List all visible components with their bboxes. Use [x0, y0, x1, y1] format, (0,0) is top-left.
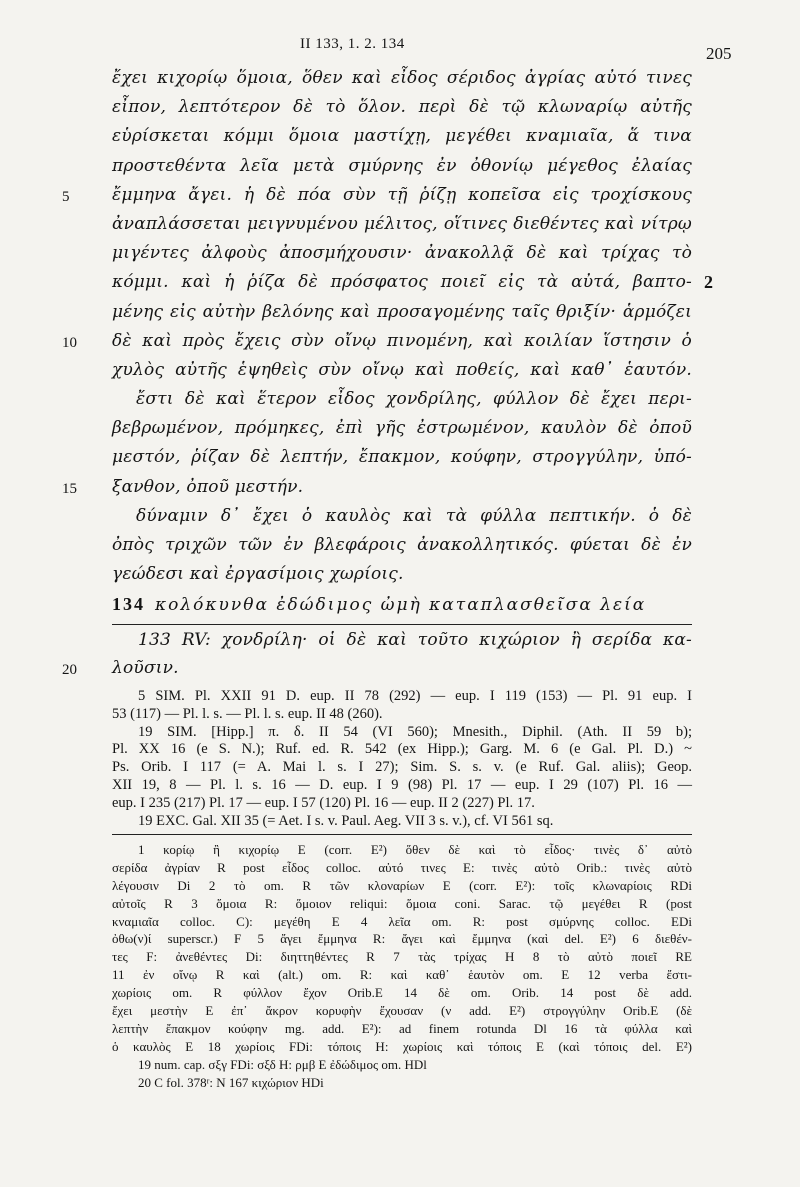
apparatus-text: αὐτοῖς R 3 ὅμοια R: ὅμοιον reliqui: ὅμοια coni. Sarac. τῷ μεγέθει R (post	[112, 895, 692, 911]
text-line-content: εὑρίσκεται κόμμι ὅμοια μαστίχῃ, μεγέθει κναμιαῖα, ἅ τινα	[112, 126, 692, 147]
apparatus-line	[0, 967, 800, 985]
text-line-content: μένης εἰς αὐτὴν βελόνης καὶ προσαγομένης ταῖς θριξίν· ἁρμόζει	[112, 301, 692, 322]
apparatus-line	[0, 896, 800, 914]
testimonia-line	[0, 706, 800, 724]
text-line-content: ἀναπλάσσεται μειγνυμένου μέλιτος, οἵτινες διεθέντες καὶ νίτρῳ	[112, 213, 692, 234]
text-line-content: προστεθέντα λεῖα μετὰ σμύρνης ἐν ὀθονίῳ μέγεθος ἐλαίας	[112, 155, 692, 176]
testimonia-line	[0, 813, 800, 831]
apparatus-text: τες F: ἀνεθέντες Di: διηττηθέντες R 7 τὰς τρίχας H 8 τὸ αὐτὸ ποιεῖ RE	[112, 949, 692, 965]
text-line	[0, 447, 800, 476]
apparatus-text: λεπτὴν ἔπακμον κούφην mg. add. E²): ad finem rotunda Dl 16 τὰ φύλλα καὶ	[112, 1020, 692, 1036]
apparatus-line	[0, 931, 800, 949]
testimonia-text: Pl. XX 16 (e S. N.); Ruf. ed. R. 542 (ex Hipp.); Garg. M. 6 (e Gal. Pl. D.) ~	[112, 741, 692, 758]
line-number: 10	[62, 334, 77, 351]
text-line	[0, 243, 800, 272]
text-line-content: χυλὸς αὐτῆς ἑψηθεὶς σὺν οἴνῳ καὶ ποθείς, καὶ καθ᾽ ἑαυτόν.	[112, 359, 692, 380]
text-line-content: ὀπὸς τριχῶν τῶν ἐν βλεφάροις ἀνακολλητικός. φύεται δὲ ἐν	[112, 535, 692, 555]
page-number: 205	[706, 44, 732, 63]
testimonia-text: 5 SIM. Pl. XXII 91 D. eup. II 78 (292) — eup. I 119 (153) — Pl. 91 eup. I	[138, 688, 692, 704]
chapter-number: 134	[112, 594, 145, 614]
apparatus-line	[0, 1075, 800, 1093]
text-line-content: ἔστι δὲ καὶ ἕτερον εἶδος χονδρίλης, φύλλον δὲ ἔχει περι-	[136, 389, 692, 410]
apparatus-text: χωρίοις om. R φύλλον ἔχον Orib.E 14 δὲ om. Orib. 14 post δὲ add.	[112, 985, 692, 1001]
apparatus-text: 20 C fol. 378ʳ: N 167 κιχώριον HDi	[138, 1074, 324, 1090]
apparatus-text: σερίδα ἀγρίαν R post εἶδος colloc. αὐτό τινες E: τινὲς αὐτὸ Orib.: τινὲς αὐτὸ	[112, 859, 692, 875]
apparatus-text: κναμιαῖα colloc. C): μεγέθη E 4 λεῖα om. R: post σμύρνης colloc. EDi	[112, 913, 692, 929]
margin-number: 2	[704, 272, 713, 293]
text-line-content: ἔμμηνα ἄγει. ἡ δὲ πόα σὺν τῇ ῥίζῃ κοπεῖσα εἰς τροχίσκους	[112, 184, 692, 205]
text-line	[0, 185, 800, 214]
testimonia-line	[0, 688, 800, 706]
variant-note-line-2: λοῦσιν.	[112, 658, 179, 678]
line-number: 20	[62, 662, 77, 678]
apparatus-line	[0, 1003, 800, 1021]
running-head: II 133, 1. 2. 134	[300, 36, 405, 52]
line-number: 15	[62, 480, 77, 497]
text-line	[0, 156, 800, 185]
text-line-content: γεώδεσι καὶ ἐργασίμοις χωρίοις.	[112, 564, 404, 585]
text-line	[0, 214, 800, 243]
text-line-content: ξανθον, ὀποῦ μεστήν.	[112, 476, 304, 497]
chapter-text: κολόκυνθα ἐδώδιμος ὠμὴ καταπλασθεῖσα λεία	[155, 595, 647, 615]
line-number: 5	[62, 188, 70, 205]
text-line	[0, 126, 800, 155]
text-line	[0, 535, 800, 564]
text-line	[0, 564, 800, 593]
apparatus-line	[0, 914, 800, 932]
text-line-content: βεβρωμένον, πρόμηκες, ἐπὶ γῆς ἐστρωμένον, καυλὸν δὲ ὀποῦ	[112, 418, 692, 439]
apparatus-text: ἔχει μεστὴν E ἐπ᾽ ἄκρον κορυφὴν ἔχουσαν (ν add. E²) στρογγύλην Orib.E (δὲ	[112, 1003, 692, 1019]
apparatus-text: λέγουσιν Di 2 τὸ om. R τῶν κλοναρίων E (corr. E²): τοῖς κλωναρίοις RDi	[112, 877, 692, 893]
text-line	[0, 506, 800, 535]
apparatus-line	[0, 842, 800, 860]
text-line	[0, 389, 800, 418]
testimonia-text: 19 SIM. [Hipp.] π. δ. II 54 (VI 560); Mnesith., Diphil. (Ath. II 59 b);	[138, 723, 692, 740]
text-line-content: δὲ καὶ πρὸς ἔχεις σὺν οἴνῳ πινομένη, καὶ κοιλίαν ἵστησιν ὁ	[112, 330, 692, 351]
apparatus-line	[0, 1057, 800, 1075]
text-line	[0, 97, 800, 126]
critical-apparatus	[0, 842, 800, 1092]
testimonia-text: 53 (117) — Pl. l. s. — Pl. l. s. eup. II 48 (260).	[112, 705, 383, 722]
main-text	[0, 68, 800, 593]
text-line	[0, 477, 800, 506]
variant-note	[0, 630, 800, 686]
apparatus-line	[0, 860, 800, 878]
testimonia-line	[0, 759, 800, 777]
apparatus-line	[0, 878, 800, 896]
testimonia-text: Ps. Orib. I 117 (= A. Mai l. s. I 27); Sim. S. s. v. (e Ruf. Gal. aliis); Geop.	[112, 759, 692, 776]
separator-rule-1	[112, 624, 692, 625]
separator-rule-2	[112, 834, 692, 835]
text-line-content: κόμμι. καὶ ἡ ῥίζα δὲ πρόσφατος ποιεῖ εἰς τὰ αὐτά, βαπτο-	[112, 272, 692, 293]
chapter-line	[0, 594, 800, 623]
text-line-content: εἶπον, λεπτότερον δὲ τὸ ὅλον. περὶ δὲ τῷ κλωναρίῳ αὐτῆς	[112, 97, 692, 118]
text-line-content: μιγέντες ἀλφοὺς ἀποσμήχουσιν· ἀνακολλᾷ δὲ καὶ τρίχας τὸ	[112, 243, 692, 264]
testimonia	[0, 688, 800, 830]
testimonia-text: XII 19, 8 — Pl. l. s. 16 — D. eup. I 9 (98) Pl. 17 — eup. I 29 (107) Pl. 16 —	[112, 776, 692, 793]
apparatus-line	[0, 985, 800, 1003]
apparatus-text: ὀθω(ν)ί superscr.) F 5 ἄγει ἔμμηνα R: ἄγει καὶ ἔμμηνα (καὶ del. E²) 6 διεθέν-	[112, 931, 692, 947]
testimonia-line	[0, 777, 800, 795]
text-line-content: ἔχει κιχορίῳ ὅμοια, ὅθεν καὶ εἶδος σέριδος ἀγρίας αὐτό τινες	[112, 68, 692, 88]
testimonia-line	[0, 795, 800, 813]
testimonia-line	[0, 741, 800, 759]
testimonia-text: 19 EXC. Gal. XII 35 (= Aet. I s. v. Paul. Aeg. VII 3 s. v.), cf. VI 561 sq.	[138, 812, 554, 829]
apparatus-line	[0, 949, 800, 967]
apparatus-line	[0, 1021, 800, 1039]
text-line-content: δύναμιν δ᾽ ἔχει ὁ καυλὸς καὶ τὰ φύλλα πεπτικήν. ὁ δὲ	[136, 505, 692, 526]
text-line	[0, 68, 800, 97]
page-header	[0, 36, 800, 66]
apparatus-text: 1 κορίῳ ἢ κιχορίῳ E (corr. E²) ὅθεν δὲ καὶ τὸ εἶδος· τινὲς δ᾽ αὐτὸ	[138, 842, 692, 857]
testimonia-text: eup. I 235 (217) Pl. 17 — eup. I 57 (120) Pl. 16 — eup. II 2 (227) Pl. 17.	[112, 794, 535, 811]
apparatus-text: 19 num. cap. σξγ FDi: σξδ H: ρμβ E ἐδώδιμος om. HDl	[138, 1056, 427, 1072]
apparatus-text: 11 ἐν οἴνῳ R καὶ (alt.) om. R: καὶ καθ᾽ ἑαυτὸν om. E 12 verba ἔστι-	[112, 967, 692, 983]
text-line	[0, 360, 800, 389]
text-line	[0, 331, 800, 360]
text-line	[0, 272, 800, 301]
text-line-content: μεστόν, ῥίζαν δὲ λεπτήν, ἔπακμον, κούφην, στρογγύλην, ὑπό-	[112, 447, 692, 468]
testimonia-line	[0, 724, 800, 742]
text-line	[0, 302, 800, 331]
text-line	[0, 418, 800, 447]
variant-note-line-1: 133 RV: χονδρίλη· οἱ δὲ καὶ τοῦτο κιχώριον ἢ σερίδα κα-	[138, 630, 692, 650]
apparatus-line	[0, 1039, 800, 1057]
apparatus-text: ὁ καυλὸς E 18 χωρίοις FDi: τόποις H: χωρίοις καὶ τόποις E (καὶ τόποις del. E²)	[112, 1038, 692, 1054]
